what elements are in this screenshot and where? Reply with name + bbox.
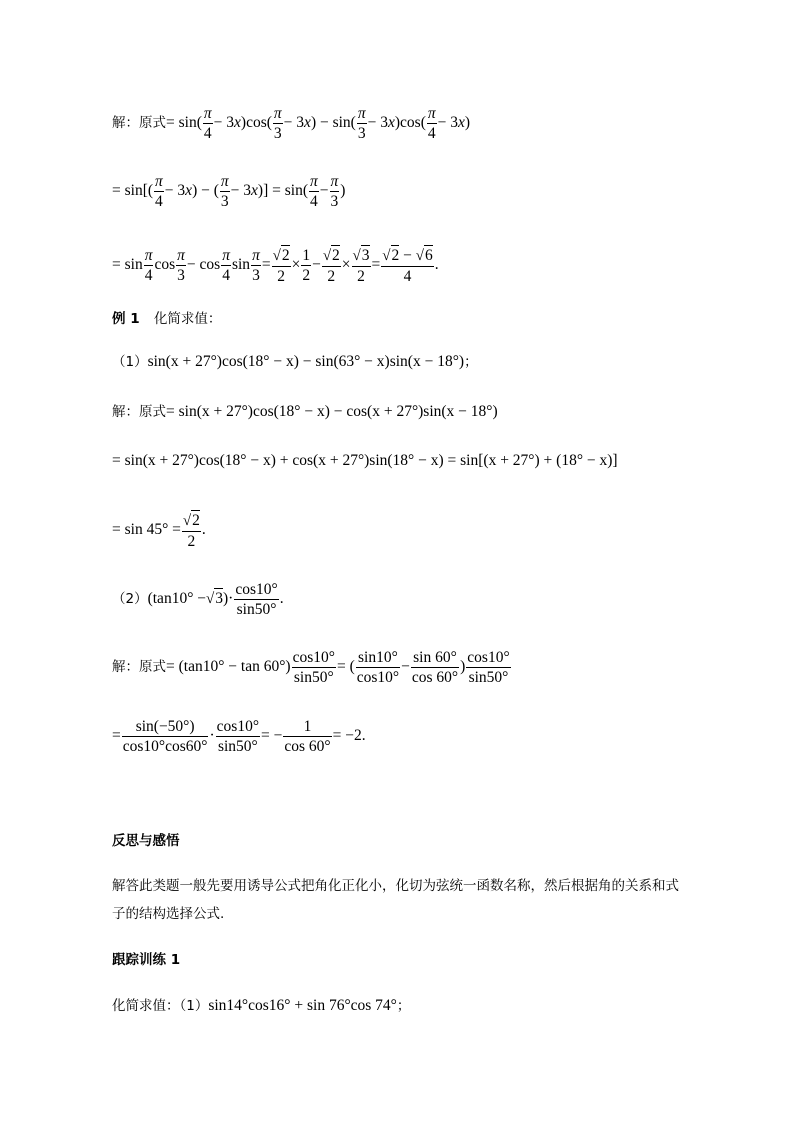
fraction: $\frac{\pi}{4}$ (155, 173, 163, 210)
fraction: $\frac{\cos 10^\circ}{\sin 50^\circ}$ (235, 581, 278, 618)
fraction: $\frac{\cos 10^\circ}{\sin 50^\circ}$ (292, 649, 335, 686)
example-1-problem-2-solution-line-1: 解：原式= (tan10° − tan 60°) $\frac{\cos 10^\circ}{\sin 50^\circ}$ = ( $\frac{\sin 10^\circ}{\cos 10^\circ}$ − $\frac{\sin 60^\circ}{\cos 60^\circ}$ ) $\frac{\cos 10^\circ}{\sin 50^\circ}$ (112, 649, 510, 686)
fraction: $\frac{\pi}{3}$ (220, 173, 229, 210)
fraction: $\frac{\pi}{3}$ (357, 105, 366, 142)
example-1-problem-2-solution-line-2: = $\frac{\sin(-50^\circ)}{\cos 10^\circ\cos 60^\circ}$ · $\frac{\cos 10^\circ}{\sin 50^\circ}$ = − $\frac{1}{\cos 60^\circ}$ = −2. (112, 718, 366, 755)
fraction: $\frac{√2}{2}$ (182, 512, 200, 550)
fraction: $\frac{\sin(-50^\circ)}{\cos 10^\circ\cos 60^\circ}$ (122, 718, 208, 755)
solution-line-1: 解：原式= sin( $\frac{\pi}{4}$ − 3x)cos( $\frac{\pi}{3}$ − 3x) − sin( $\frac{\pi}{3}$ − 3x)cos( $\frac{\pi}{4}$ − 3x) (112, 105, 471, 142)
fraction: $\frac{\cos 10^\circ}{\sin 50^\circ}$ (216, 718, 260, 755)
fraction: $\frac{\pi}{4}$ (144, 247, 153, 284)
fraction: $\frac{\pi}{4}$ (203, 105, 212, 142)
solution-line-3: = sin $\frac{\pi}{4}$ cos $\frac{\pi}{3}$ − cos $\frac{\pi}{4}$ sin $\frac{\pi}{3}$ = $\frac{√2}{2}$ × $\frac{1}{2}$ − $\frac{√2}{2}$ × $\frac{√3}{2}$ = $\frac{√2 - √6}{4}$ . (112, 247, 439, 285)
example-label: 例 1 (112, 311, 140, 327)
example-1-solution-line-3: = sin 45° = $\frac{√2}{2}$ . (112, 512, 206, 550)
solution-label: 解： (112, 115, 139, 132)
reflection-heading: 反思与感悟 (112, 833, 180, 849)
tracking-heading: 跟踪训练 1 (112, 952, 181, 968)
fraction: $\frac{√2}{2}$ (322, 247, 340, 285)
fraction: $\frac{\pi}{3}$ (330, 173, 339, 210)
fraction: $\frac{\sin 10^\circ}{\cos 10^\circ}$ (356, 649, 400, 686)
original-label: 原式 (139, 115, 166, 132)
tracking-problem-1: 化简求值：（1）sin14°cos16° + sin 76°cos 74°； (112, 997, 411, 1014)
fraction: $\frac{\pi}{3}$ (273, 105, 282, 142)
example-1-problem-2: （2）(tan10° −√3)· $\frac{\cos 10^\circ}{\sin 50^\circ}$ . (112, 581, 284, 618)
solution-line-2: = sin[( $\frac{\pi}{4}$ − 3x) − ( $\frac{\pi}{3}$ − 3x)] = sin( $\frac{\pi}{4}$ − $\frac{\pi}{3}$ ) (112, 173, 346, 210)
reflection-text: 解答此类题一般先要用诱导公式把角化正化小，化切为弦统一函数名称，然后根据角的关系和式子的结构选择公式. (112, 878, 679, 922)
fraction: $\frac{\pi}{4}$ (310, 173, 318, 210)
example-1-problem-1: （1）sin(x + 27°)cos(18° − x) − sin(63° − x)sin(x − 18°)； (112, 353, 478, 370)
fraction: $\frac{\pi}{3}$ (252, 247, 260, 284)
example-1-heading (112, 308, 221, 329)
fraction: $\frac{1}{2}$ (302, 247, 311, 284)
example-1-solution-line-2: = sin(x + 27°)cos(18° − x) + cos(x + 27°)sin(18° − x) = sin[(x + 27°) + (18° − x)] (112, 452, 618, 469)
fraction: $\frac{\pi}{4}$ (427, 105, 436, 142)
fraction: $\frac{\pi}{3}$ (177, 247, 185, 284)
fraction: $\frac{1}{\cos 60^\circ}$ (284, 718, 331, 755)
fraction: $\frac{\sin 60^\circ}{\cos 60^\circ}$ (411, 649, 459, 686)
example-1-solution-line-1: 解：原式= sin(x + 27°)cos(18° − x) − cos(x + 27°)sin(x − 18°) (112, 403, 498, 420)
fraction: $\frac{\pi}{4}$ (222, 247, 230, 284)
fraction: $\frac{√3}{2}$ (352, 247, 370, 285)
example-task: 化简求值： (153, 311, 222, 327)
fraction: $\frac{√2}{2}$ (272, 247, 290, 285)
fraction: $\frac{\cos 10^\circ}{\sin 50^\circ}$ (467, 649, 510, 686)
fraction: $\frac{√2 - √6}{4}$ (382, 247, 433, 285)
